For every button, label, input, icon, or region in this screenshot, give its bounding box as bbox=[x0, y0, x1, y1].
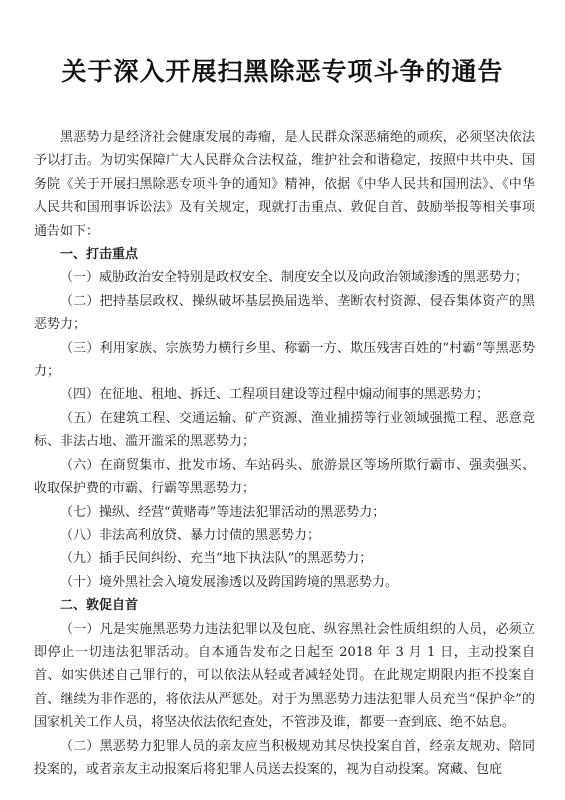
list-item: （二）黑恶势力犯罪人员的亲友应当积极规劝其尽快投案自首，经亲友规劝、陪同投案的，或者亲友主动报案后将犯罪人员送去投案的，视为自动投案。窝藏、包庇 bbox=[34, 738, 535, 777]
list-item: （十）境外黑社会入境发展渗透以及跨国跨境的黑恶势力。 bbox=[60, 574, 399, 590]
list-item: （七）操纵、经营“黄赌毒”等违法犯罪活动的黑恶势力； bbox=[60, 504, 386, 520]
list-item: （一）威胁政治安全特别是政权安全、制度安全以及向政治领域渗透的黑恶势力； bbox=[60, 270, 529, 286]
list-item: （五）在建筑工程、交通运输、矿产资源、渔业捕捞等行业领域强揽工程、恶意竞标、非法占地、滥开滥采的黑恶势力； bbox=[34, 410, 535, 450]
list-item: （六）在商贸集市、批发市场、车站码头、旅游景区等场所欺行霸市、强卖强买、收取保护费的市霸、行霸等黑恶势力； bbox=[34, 457, 535, 497]
section-heading-urge-surrender: 二、敦促自首 bbox=[60, 598, 139, 614]
document-title: 关于深入开展扫黑除恶专项斗争的通告 bbox=[61, 57, 504, 86]
section-heading-strike-focus: 一、打击重点 bbox=[60, 247, 139, 263]
list-item: （九）插手民间纠纷、充当“地下执法队”的黑恶势力； bbox=[60, 551, 373, 567]
list-item: （八）非法高利放贷、暴力讨债的黑恶势力； bbox=[60, 527, 321, 543]
intro-paragraph: 黑恶势力是经济社会健康发展的毒瘤，是人民群众深恶痛绝的顽疾，必须坚决依法予以打击。为切实保障广大人民群众合法权益，维护社会和谐稳定，按照中共中央、国务院《关于开展扫黑除恶专项斗争的通知》精神，依据《中华人民共和国刑法》、《中华人民共和国刑事诉讼法》及有关规定，现就打击重点、敦促自首、鼓励举报等相关事项通告如下： bbox=[34, 130, 535, 239]
list-item: （一）凡是实施黑恶势力违法犯罪以及包庇、纵容黑社会性质组织的人员，必须立即停止一切违法犯罪活动。自本通告发布之日起至 2018 年 3 月 1 日，主动投案自首、如实供述自己罪行的，可以依法从轻或者减轻处罚。在此规定期限内拒不投案自首、继续为非作恶的，将依法从严惩处。对于为黑恶势力违法犯罪人员充当“保护伞”的国家机关工作人员，将坚决依法依纪查处，不管涉及谁，都要一查到底、绝不姑息。 bbox=[34, 621, 535, 731]
document-body bbox=[34, 126, 535, 781]
list-item: （四）在征地、租地、拆迁、工程项目建设等过程中煽动闹事的黑恶势力； bbox=[60, 387, 490, 403]
list-item: （二）把持基层政权、操纵破坏基层换届选举、垄断农村资源、侵吞集体资产的黑恶势力； bbox=[34, 293, 535, 333]
list-item: （三）利用家族、宗族势力横行乡里、称霸一方、欺压残害百姓的“村霸”等黑恶势力； bbox=[34, 340, 535, 380]
